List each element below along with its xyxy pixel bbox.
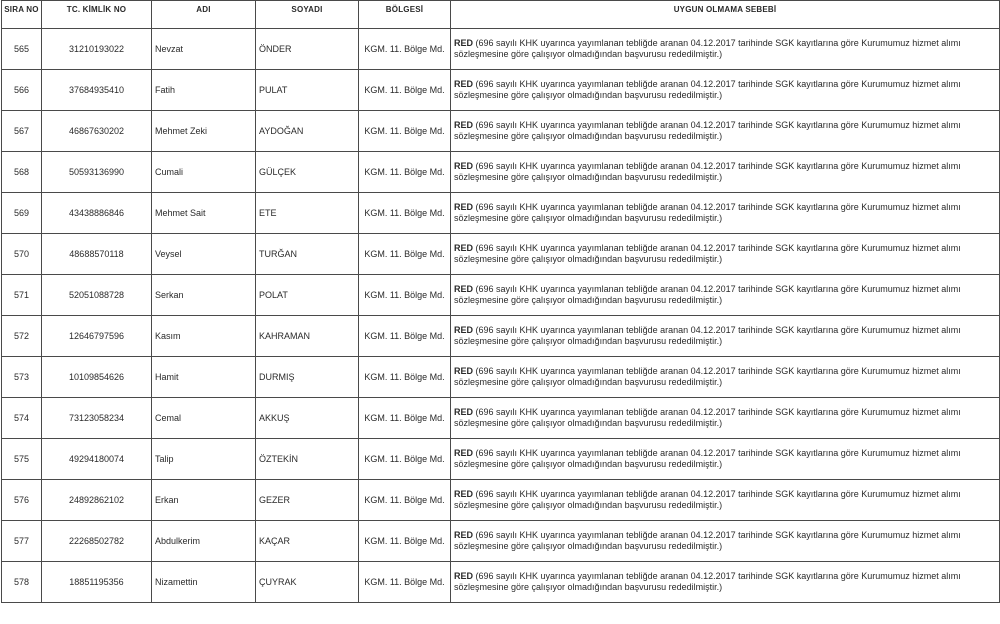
cell-tc-kimlik-no: 18851195356 — [42, 562, 152, 603]
cell-tc-kimlik-no: 52051088728 — [42, 275, 152, 316]
table-row — [2, 521, 1000, 562]
table-header-row — [2, 1, 1000, 29]
cell-sira-no: 576 — [2, 480, 42, 521]
red-label: RED — [454, 243, 474, 253]
cell-bolgesi: KGM. 11. Bölge Md. — [359, 70, 451, 111]
reason-text: (696 sayılı KHK uyarınca yayımlanan tebliğde aranan 04.12.2017 tarihinde SGK kayıtlarına göre Kurumumuz hizmet alımı sözleşmesine göre çalışıyor olmadığından başvurusu rededilmiştir.) — [454, 79, 961, 100]
red-label: RED — [454, 161, 474, 171]
cell-soyadi: ETE — [256, 193, 359, 234]
cell-soyadi: ÖNDER — [256, 29, 359, 70]
cell-adi: Mehmet Sait — [152, 193, 256, 234]
cell-bolgesi: KGM. 11. Bölge Md. — [359, 316, 451, 357]
reason-text: (696 sayılı KHK uyarınca yayımlanan tebliğde aranan 04.12.2017 tarihinde SGK kayıtlarına göre Kurumumuz hizmet alımı sözleşmesine göre çalışıyor olmadığından başvurusu rededilmiştir.) — [454, 325, 961, 346]
cell-uygun-olmama-sebebi — [451, 357, 1000, 398]
red-label: RED — [454, 202, 474, 212]
cell-sira-no: 572 — [2, 316, 42, 357]
header-adi: ADI — [152, 1, 256, 29]
cell-soyadi: GÜLÇEK — [256, 152, 359, 193]
cell-uygun-olmama-sebebi — [451, 521, 1000, 562]
cell-uygun-olmama-sebebi — [451, 111, 1000, 152]
cell-sira-no: 578 — [2, 562, 42, 603]
cell-uygun-olmama-sebebi — [451, 193, 1000, 234]
table-row — [2, 275, 1000, 316]
cell-tc-kimlik-no: 12646797596 — [42, 316, 152, 357]
cell-adi: Talip — [152, 439, 256, 480]
cell-tc-kimlik-no: 49294180074 — [42, 439, 152, 480]
cell-tc-kimlik-no: 37684935410 — [42, 70, 152, 111]
cell-tc-kimlik-no: 43438886846 — [42, 193, 152, 234]
cell-sira-no: 566 — [2, 70, 42, 111]
cell-soyadi: GEZER — [256, 480, 359, 521]
cell-bolgesi: KGM. 11. Bölge Md. — [359, 480, 451, 521]
table-body — [2, 29, 1000, 603]
cell-uygun-olmama-sebebi — [451, 480, 1000, 521]
red-label: RED — [454, 530, 474, 540]
reason-text: (696 sayılı KHK uyarınca yayımlanan tebliğde aranan 04.12.2017 tarihinde SGK kayıtlarına göre Kurumumuz hizmet alımı sözleşmesine göre çalışıyor olmadığından başvurusu rededilmiştir.) — [454, 284, 961, 305]
table-row — [2, 316, 1000, 357]
cell-tc-kimlik-no: 73123058234 — [42, 398, 152, 439]
reason-text: (696 sayılı KHK uyarınca yayımlanan tebliğde aranan 04.12.2017 tarihinde SGK kayıtlarına göre Kurumumuz hizmet alımı sözleşmesine göre çalışıyor olmadığından başvurusu rededilmiştir.) — [454, 366, 961, 387]
cell-uygun-olmama-sebebi — [451, 398, 1000, 439]
cell-sira-no: 574 — [2, 398, 42, 439]
cell-bolgesi: KGM. 11. Bölge Md. — [359, 357, 451, 398]
cell-sira-no: 569 — [2, 193, 42, 234]
cell-bolgesi: KGM. 11. Bölge Md. — [359, 398, 451, 439]
red-label: RED — [454, 407, 474, 417]
cell-adi: Mehmet Zeki — [152, 111, 256, 152]
reason-text: (696 sayılı KHK uyarınca yayımlanan tebliğde aranan 04.12.2017 tarihinde SGK kayıtlarına göre Kurumumuz hizmet alımı sözleşmesine göre çalışıyor olmadığından başvurusu rededilmiştir.) — [454, 120, 961, 141]
cell-bolgesi: KGM. 11. Bölge Md. — [359, 562, 451, 603]
cell-uygun-olmama-sebebi — [451, 439, 1000, 480]
cell-soyadi: TURĞAN — [256, 234, 359, 275]
cell-bolgesi: KGM. 11. Bölge Md. — [359, 152, 451, 193]
cell-bolgesi: KGM. 11. Bölge Md. — [359, 521, 451, 562]
cell-uygun-olmama-sebebi — [451, 275, 1000, 316]
cell-uygun-olmama-sebebi — [451, 70, 1000, 111]
cell-adi: Kasım — [152, 316, 256, 357]
cell-uygun-olmama-sebebi — [451, 29, 1000, 70]
header-sira-no: SIRA NO — [2, 1, 42, 29]
reason-text: (696 sayılı KHK uyarınca yayımlanan tebliğde aranan 04.12.2017 tarihinde SGK kayıtlarına göre Kurumumuz hizmet alımı sözleşmesine göre çalışıyor olmadığından başvurusu rededilmiştir.) — [454, 161, 961, 182]
cell-soyadi: KAHRAMAN — [256, 316, 359, 357]
cell-uygun-olmama-sebebi — [451, 234, 1000, 275]
red-label: RED — [454, 79, 474, 89]
cell-sira-no: 570 — [2, 234, 42, 275]
header-tc-kimlik-no: TC. KİMLİK NO — [42, 1, 152, 29]
cell-adi: Serkan — [152, 275, 256, 316]
reason-text: (696 sayılı KHK uyarınca yayımlanan tebliğde aranan 04.12.2017 tarihinde SGK kayıtlarına göre Kurumumuz hizmet alımı sözleşmesine göre çalışıyor olmadığından başvurusu rededilmiştir.) — [454, 489, 961, 510]
applicant-table — [1, 0, 1000, 603]
table-row — [2, 439, 1000, 480]
cell-adi: Nizamettin — [152, 562, 256, 603]
reason-text: (696 sayılı KHK uyarınca yayımlanan tebliğde aranan 04.12.2017 tarihinde SGK kayıtlarına göre Kurumumuz hizmet alımı sözleşmesine göre çalışıyor olmadığından başvurusu rededilmiştir.) — [454, 407, 961, 428]
red-label: RED — [454, 366, 474, 376]
cell-sira-no: 571 — [2, 275, 42, 316]
cell-sira-no: 573 — [2, 357, 42, 398]
cell-bolgesi: KGM. 11. Bölge Md. — [359, 29, 451, 70]
header-uygun-olmama-sebebi: UYGUN OLMAMA SEBEBİ — [451, 1, 1000, 29]
table-row — [2, 480, 1000, 521]
cell-bolgesi: KGM. 11. Bölge Md. — [359, 439, 451, 480]
reason-text: (696 sayılı KHK uyarınca yayımlanan tebliğde aranan 04.12.2017 tarihinde SGK kayıtlarına göre Kurumumuz hizmet alımı sözleşmesine göre çalışıyor olmadığından başvurusu rededilmiştir.) — [454, 243, 961, 264]
cell-soyadi: KAÇAR — [256, 521, 359, 562]
cell-sira-no: 577 — [2, 521, 42, 562]
reason-text: (696 sayılı KHK uyarınca yayımlanan tebliğde aranan 04.12.2017 tarihinde SGK kayıtlarına göre Kurumumuz hizmet alımı sözleşmesine göre çalışıyor olmadığından başvurusu rededilmiştir.) — [454, 448, 961, 469]
cell-sira-no: 575 — [2, 439, 42, 480]
cell-adi: Abdulkerim — [152, 521, 256, 562]
cell-soyadi: DURMIŞ — [256, 357, 359, 398]
cell-sira-no: 567 — [2, 111, 42, 152]
cell-tc-kimlik-no: 46867630202 — [42, 111, 152, 152]
cell-adi: Hamit — [152, 357, 256, 398]
cell-adi: Veysel — [152, 234, 256, 275]
table-row — [2, 111, 1000, 152]
red-label: RED — [454, 284, 474, 294]
red-label: RED — [454, 571, 474, 581]
red-label: RED — [454, 448, 474, 458]
cell-sira-no: 568 — [2, 152, 42, 193]
table-row — [2, 234, 1000, 275]
red-label: RED — [454, 120, 474, 130]
red-label: RED — [454, 38, 474, 48]
cell-soyadi: PULAT — [256, 70, 359, 111]
table-row — [2, 152, 1000, 193]
cell-bolgesi: KGM. 11. Bölge Md. — [359, 275, 451, 316]
cell-tc-kimlik-no: 48688570118 — [42, 234, 152, 275]
red-label: RED — [454, 489, 474, 499]
table-row — [2, 562, 1000, 603]
cell-soyadi: ÖZTEKİN — [256, 439, 359, 480]
reason-text: (696 sayılı KHK uyarınca yayımlanan tebliğde aranan 04.12.2017 tarihinde SGK kayıtlarına göre Kurumumuz hizmet alımı sözleşmesine göre çalışıyor olmadığından başvurusu rededilmiştir.) — [454, 202, 961, 223]
cell-sira-no: 565 — [2, 29, 42, 70]
table-row — [2, 193, 1000, 234]
cell-soyadi: AKKUŞ — [256, 398, 359, 439]
cell-tc-kimlik-no: 31210193022 — [42, 29, 152, 70]
header-bolgesi: BÖLGESİ — [359, 1, 451, 29]
header-soyadi: SOYADI — [256, 1, 359, 29]
cell-adi: Cumali — [152, 152, 256, 193]
cell-uygun-olmama-sebebi — [451, 562, 1000, 603]
cell-uygun-olmama-sebebi — [451, 316, 1000, 357]
reason-text: (696 sayılı KHK uyarınca yayımlanan tebliğde aranan 04.12.2017 tarihinde SGK kayıtlarına göre Kurumumuz hizmet alımı sözleşmesine göre çalışıyor olmadığından başvurusu rededilmiştir.) — [454, 38, 961, 59]
cell-soyadi: ÇUYRAK — [256, 562, 359, 603]
reason-text: (696 sayılı KHK uyarınca yayımlanan tebliğde aranan 04.12.2017 tarihinde SGK kayıtlarına göre Kurumumuz hizmet alımı sözleşmesine göre çalışıyor olmadığından başvurusu rededilmiştir.) — [454, 530, 961, 551]
table-row — [2, 29, 1000, 70]
cell-bolgesi: KGM. 11. Bölge Md. — [359, 111, 451, 152]
cell-tc-kimlik-no: 24892862102 — [42, 480, 152, 521]
cell-adi: Fatih — [152, 70, 256, 111]
cell-tc-kimlik-no: 50593136990 — [42, 152, 152, 193]
red-label: RED — [454, 325, 474, 335]
cell-soyadi: POLAT — [256, 275, 359, 316]
table-row — [2, 398, 1000, 439]
cell-adi: Cemal — [152, 398, 256, 439]
table-row — [2, 357, 1000, 398]
cell-adi: Nevzat — [152, 29, 256, 70]
cell-soyadi: AYDOĞAN — [256, 111, 359, 152]
cell-tc-kimlik-no: 22268502782 — [42, 521, 152, 562]
table-row — [2, 70, 1000, 111]
cell-tc-kimlik-no: 10109854626 — [42, 357, 152, 398]
cell-bolgesi: KGM. 11. Bölge Md. — [359, 193, 451, 234]
cell-bolgesi: KGM. 11. Bölge Md. — [359, 234, 451, 275]
cell-adi: Erkan — [152, 480, 256, 521]
cell-uygun-olmama-sebebi — [451, 152, 1000, 193]
reason-text: (696 sayılı KHK uyarınca yayımlanan tebliğde aranan 04.12.2017 tarihinde SGK kayıtlarına göre Kurumumuz hizmet alımı sözleşmesine göre çalışıyor olmadığından başvurusu rededilmiştir.) — [454, 571, 961, 592]
